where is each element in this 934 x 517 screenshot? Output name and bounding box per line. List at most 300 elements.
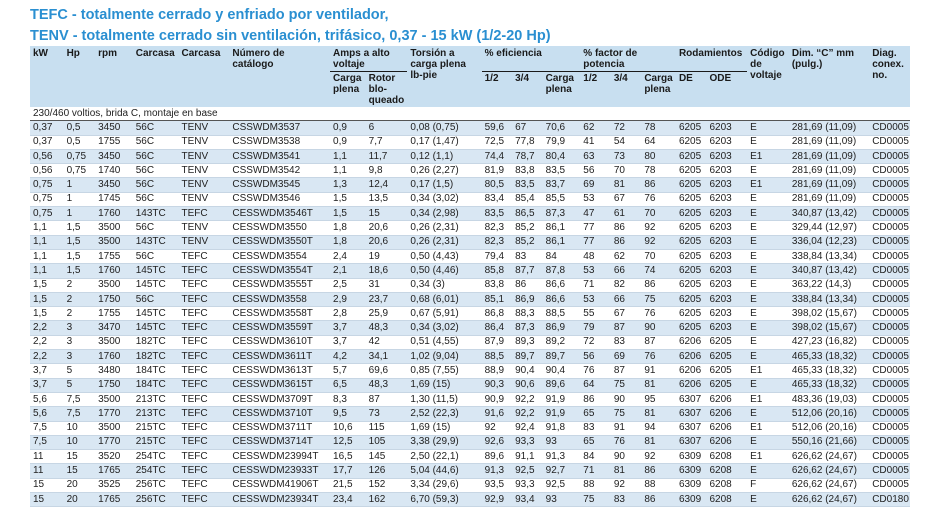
table-cell: 3,34 (29,6) bbox=[407, 478, 481, 492]
table-cell: 2,1 bbox=[330, 264, 366, 278]
table-cell: 256TC bbox=[133, 478, 179, 492]
table-cell: 6307 bbox=[676, 421, 707, 435]
table-cell: CSSWDM3545 bbox=[229, 178, 330, 192]
table-cell: 90,9 bbox=[482, 392, 513, 406]
table-cell: 87 bbox=[611, 321, 642, 335]
table-cell: 71 bbox=[580, 278, 611, 292]
table-cell: 8,3 bbox=[330, 392, 366, 406]
table-row bbox=[30, 207, 910, 221]
table-cell: 56C bbox=[133, 121, 179, 135]
table-cell: 6203 bbox=[706, 321, 747, 335]
table-cell: TEFC bbox=[178, 335, 229, 349]
table-row bbox=[30, 435, 910, 449]
table-cell: 281,69 (11,09) bbox=[789, 135, 869, 149]
table-cell: 6208 bbox=[706, 450, 747, 464]
table-cell: 152 bbox=[366, 478, 408, 492]
table-cell: 1,69 (15) bbox=[407, 421, 481, 435]
table-cell: 0,56 bbox=[30, 149, 64, 163]
table-cell: CD0005 bbox=[869, 335, 910, 349]
table-cell: CD0005 bbox=[869, 464, 910, 478]
table-cell: 1750 bbox=[95, 292, 133, 306]
table-cell: 281,69 (11,09) bbox=[789, 149, 869, 163]
table-cell: 92,4 bbox=[512, 421, 543, 435]
table-cell: E bbox=[747, 264, 789, 278]
table-cell: 94 bbox=[641, 421, 676, 435]
table-cell: 6203 bbox=[706, 307, 747, 321]
table-cell: 6206 bbox=[676, 335, 707, 349]
table-cell: 1,5 bbox=[30, 307, 64, 321]
table-cell: 66 bbox=[611, 264, 642, 278]
table-cell: CSSWDM3537 bbox=[229, 121, 330, 135]
table-cell: 0,9 bbox=[330, 135, 366, 149]
table-cell: 6205 bbox=[676, 307, 707, 321]
table-cell: E bbox=[747, 350, 789, 364]
table-cell: 53 bbox=[580, 192, 611, 206]
section-label: 230/460 voltios, brida C, montaje en base bbox=[30, 107, 910, 121]
table-row bbox=[30, 421, 910, 435]
table-cell: 11 bbox=[30, 464, 64, 478]
table-cell: CD0180 bbox=[869, 493, 910, 507]
table-cell: E1 bbox=[747, 178, 789, 192]
table-cell: 3 bbox=[64, 335, 96, 349]
table-cell: 91,6 bbox=[482, 407, 513, 421]
table-cell: E1 bbox=[747, 421, 789, 435]
table-cell: 2,9 bbox=[330, 292, 366, 306]
table-cell: 56 bbox=[580, 164, 611, 178]
table-cell: 4,2 bbox=[330, 350, 366, 364]
table-cell: E bbox=[747, 164, 789, 178]
table-cell: 3470 bbox=[95, 321, 133, 335]
table-cell: 6307 bbox=[676, 392, 707, 406]
table-row bbox=[30, 364, 910, 378]
table-cell: 1 bbox=[64, 192, 96, 206]
table-cell: 1760 bbox=[95, 207, 133, 221]
table-cell: CESSWDM3611T bbox=[229, 350, 330, 364]
table-cell: 0,5 bbox=[64, 135, 96, 149]
table-cell: 47 bbox=[580, 207, 611, 221]
table-cell: 81 bbox=[641, 435, 676, 449]
table-row bbox=[30, 249, 910, 263]
table-cell: 254TC bbox=[133, 450, 179, 464]
table-cell: 6206 bbox=[706, 392, 747, 406]
table-cell: 5 bbox=[64, 364, 96, 378]
table-cell: 63 bbox=[580, 149, 611, 163]
table-cell: 1,02 (9,04) bbox=[407, 350, 481, 364]
table-cell: 59,6 bbox=[482, 121, 513, 135]
table-cell: 91 bbox=[611, 421, 642, 435]
table-cell: 2 bbox=[64, 292, 96, 306]
table-cell: 1,8 bbox=[330, 235, 366, 249]
table-cell: 105 bbox=[366, 435, 408, 449]
table-cell: 82,3 bbox=[482, 235, 513, 249]
table-cell: 2 bbox=[64, 278, 96, 292]
table-row bbox=[30, 292, 910, 306]
table-cell: TENV bbox=[178, 192, 229, 206]
page-titles bbox=[30, 5, 551, 47]
header-bearings-group: Rodamientos bbox=[676, 46, 747, 72]
table-cell: 92 bbox=[611, 478, 642, 492]
table-cell: 23,4 bbox=[330, 493, 366, 507]
table-cell: 83,7 bbox=[543, 178, 581, 192]
table-cell: TEFC bbox=[178, 378, 229, 392]
table-cell: 83 bbox=[580, 421, 611, 435]
table-cell: 77 bbox=[580, 221, 611, 235]
table-cell: 85,5 bbox=[543, 192, 581, 206]
table-cell: 92,2 bbox=[512, 407, 543, 421]
table-cell: 6203 bbox=[706, 192, 747, 206]
table-cell: 3500 bbox=[95, 392, 133, 406]
table-cell: 95 bbox=[641, 392, 676, 406]
table-cell: 92,6 bbox=[482, 435, 513, 449]
table-cell: CD0005 bbox=[869, 235, 910, 249]
table-cell: 338,84 (13,34) bbox=[789, 292, 869, 306]
table-cell: 213TC bbox=[133, 407, 179, 421]
table-cell: 3,7 bbox=[30, 378, 64, 392]
table-cell: 56C bbox=[133, 164, 179, 178]
table-cell: 90 bbox=[641, 321, 676, 335]
table-cell: 6205 bbox=[706, 364, 747, 378]
header-dim-c: Dim. “C” mm (pulg.) bbox=[789, 46, 869, 107]
table-cell: 0,56 bbox=[30, 164, 64, 178]
table-cell: 86 bbox=[580, 392, 611, 406]
table-cell: CESSWDM3714T bbox=[229, 435, 330, 449]
table-cell: 3,7 bbox=[330, 335, 366, 349]
table-cell: 0,50 (4,43) bbox=[407, 249, 481, 263]
table-row bbox=[30, 335, 910, 349]
table-cell: 92,5 bbox=[543, 478, 581, 492]
table-cell: 48 bbox=[580, 249, 611, 263]
table-cell: 6206 bbox=[706, 421, 747, 435]
table-row bbox=[30, 350, 910, 364]
table-cell: 62 bbox=[580, 121, 611, 135]
table-cell: F bbox=[747, 478, 789, 492]
table-cell: 6205 bbox=[676, 164, 707, 178]
table-cell: 56C bbox=[133, 135, 179, 149]
table-cell: TEFC bbox=[178, 350, 229, 364]
table-cell: 0,26 (2,31) bbox=[407, 235, 481, 249]
table-cell: 19 bbox=[366, 249, 408, 263]
table-cell: 2,2 bbox=[30, 350, 64, 364]
header-pf-half: 1/2 bbox=[580, 72, 611, 108]
table-cell: 3 bbox=[64, 350, 96, 364]
header-voltage-code: Código de voltaje bbox=[747, 46, 789, 107]
table-cell: 215TC bbox=[133, 421, 179, 435]
table-cell: 6 bbox=[366, 121, 408, 135]
table-cell: 145TC bbox=[133, 264, 179, 278]
table-cell: 87 bbox=[366, 392, 408, 406]
table-cell: 6203 bbox=[706, 178, 747, 192]
table-cell: 20,6 bbox=[366, 235, 408, 249]
table-cell: 93 bbox=[543, 435, 581, 449]
table-row bbox=[30, 321, 910, 335]
table-cell: 89,7 bbox=[543, 350, 581, 364]
table-cell: 6203 bbox=[706, 164, 747, 178]
table-cell: TEFC bbox=[178, 264, 229, 278]
table-cell: 92 bbox=[641, 450, 676, 464]
table-cell: 93,4 bbox=[512, 493, 543, 507]
table-cell: CESSWDM3711T bbox=[229, 421, 330, 435]
title-line-1: TEFC - totalmente cerrado y enfriado por ventilador, bbox=[30, 7, 389, 23]
table-cell: 3450 bbox=[95, 149, 133, 163]
table-cell: 6205 bbox=[706, 350, 747, 364]
table-cell: 483,36 (19,03) bbox=[789, 392, 869, 406]
table-cell: 2,52 (22,3) bbox=[407, 407, 481, 421]
header-amps-group: Amps a alto voltaje bbox=[330, 46, 407, 72]
table-row bbox=[30, 264, 910, 278]
table-cell: 1,1 bbox=[330, 164, 366, 178]
table-cell: CD0005 bbox=[869, 249, 910, 263]
table-cell: 3520 bbox=[95, 450, 133, 464]
table-cell: TEFC bbox=[178, 207, 229, 221]
table-cell: CD0005 bbox=[869, 478, 910, 492]
table-cell: 82 bbox=[611, 278, 642, 292]
table-cell: 1,5 bbox=[64, 264, 96, 278]
table-cell: 6203 bbox=[706, 278, 747, 292]
header-efficiency-group: % eficiencia bbox=[482, 46, 581, 72]
table-cell: 6205 bbox=[676, 249, 707, 263]
table-cell: 0,85 (7,55) bbox=[407, 364, 481, 378]
table-cell: CESSWDM3550T bbox=[229, 235, 330, 249]
table-cell: 6205 bbox=[676, 207, 707, 221]
table-cell: 77,8 bbox=[512, 135, 543, 149]
table-cell: 6203 bbox=[706, 292, 747, 306]
table-cell: 0,08 (0,75) bbox=[407, 121, 481, 135]
table-cell: CESSWDM3546T bbox=[229, 207, 330, 221]
table-row bbox=[30, 450, 910, 464]
table-cell: 72,5 bbox=[482, 135, 513, 149]
table-cell: 6206 bbox=[676, 378, 707, 392]
table-cell: 92 bbox=[641, 221, 676, 235]
table-cell: TEFC bbox=[178, 407, 229, 421]
table-cell: 1755 bbox=[95, 307, 133, 321]
table-cell: 54 bbox=[611, 135, 642, 149]
table-cell: 86,1 bbox=[543, 235, 581, 249]
table-cell: 3,38 (29,9) bbox=[407, 435, 481, 449]
table-cell: CESSWDM23933T bbox=[229, 464, 330, 478]
table-cell: 6205 bbox=[676, 192, 707, 206]
table-cell: 88,3 bbox=[512, 307, 543, 321]
table-cell: 3480 bbox=[95, 364, 133, 378]
table-cell: 2,50 (22,1) bbox=[407, 450, 481, 464]
table-cell: 1770 bbox=[95, 407, 133, 421]
table-row bbox=[30, 221, 910, 235]
table-cell: 83,5 bbox=[482, 207, 513, 221]
table-cell: 15 bbox=[64, 450, 96, 464]
table-cell: 1,5 bbox=[330, 192, 366, 206]
table-cell: 162 bbox=[366, 493, 408, 507]
table-cell: 0,17 (1,5) bbox=[407, 178, 481, 192]
table-cell: 6205 bbox=[676, 264, 707, 278]
table-cell: 76 bbox=[580, 364, 611, 378]
table-cell: CESSWDM3550 bbox=[229, 221, 330, 235]
table-cell: 281,69 (11,09) bbox=[789, 192, 869, 206]
table-cell: 6307 bbox=[676, 407, 707, 421]
table-cell: 67 bbox=[611, 307, 642, 321]
table-cell: 0,37 bbox=[30, 121, 64, 135]
table-cell: 88,5 bbox=[482, 350, 513, 364]
table-cell: 86,5 bbox=[512, 207, 543, 221]
table-cell: E bbox=[747, 135, 789, 149]
table-cell: 626,62 (24,67) bbox=[789, 464, 869, 478]
table-cell: 1765 bbox=[95, 493, 133, 507]
table-cell: E1 bbox=[747, 149, 789, 163]
table-cell: CD0005 bbox=[869, 350, 910, 364]
table-cell: 81,9 bbox=[482, 164, 513, 178]
table-cell: 90 bbox=[611, 450, 642, 464]
table-cell: 626,62 (24,67) bbox=[789, 478, 869, 492]
table-cell: 6203 bbox=[706, 121, 747, 135]
table-cell: 1,5 bbox=[330, 207, 366, 221]
table-cell: 465,33 (18,32) bbox=[789, 364, 869, 378]
table-cell: 93,3 bbox=[512, 478, 543, 492]
table-cell: 1,5 bbox=[30, 278, 64, 292]
table-cell: 56C bbox=[133, 149, 179, 163]
table-cell: CESSWDM3554 bbox=[229, 249, 330, 263]
header-hp: Hp bbox=[64, 46, 96, 107]
table-cell: 6203 bbox=[706, 264, 747, 278]
table-cell: 7,5 bbox=[64, 407, 96, 421]
table-cell: 213TC bbox=[133, 392, 179, 406]
table-cell: 6208 bbox=[706, 478, 747, 492]
table-cell: 2 bbox=[64, 307, 96, 321]
header-rpm: rpm bbox=[95, 46, 133, 107]
table-cell: 42 bbox=[366, 335, 408, 349]
table-cell: 93,5 bbox=[482, 478, 513, 492]
table-cell: 76 bbox=[641, 350, 676, 364]
header-eff-full-load: Carga plena bbox=[543, 72, 581, 108]
table-cell: 626,62 (24,67) bbox=[789, 493, 869, 507]
table-row bbox=[30, 235, 910, 249]
table-cell: E1 bbox=[747, 364, 789, 378]
table-cell: 86 bbox=[641, 493, 676, 507]
table-cell: TENV bbox=[178, 149, 229, 163]
table-cell: 550,16 (21,66) bbox=[789, 435, 869, 449]
table-cell: 91,3 bbox=[543, 450, 581, 464]
table-cell: TENV bbox=[178, 178, 229, 192]
table-cell: 1,1 bbox=[330, 149, 366, 163]
table-cell: 62 bbox=[611, 249, 642, 263]
table-cell: 145TC bbox=[133, 307, 179, 321]
table-cell: 89,7 bbox=[512, 350, 543, 364]
table-cell: 338,84 (13,34) bbox=[789, 249, 869, 263]
table-cell: 1,1 bbox=[30, 235, 64, 249]
table-cell: TEFC bbox=[178, 478, 229, 492]
table-cell: 25,9 bbox=[366, 307, 408, 321]
table-cell: 1,5 bbox=[64, 235, 96, 249]
table-cell: E bbox=[747, 464, 789, 478]
table-cell: 20 bbox=[64, 478, 96, 492]
table-cell: 87 bbox=[611, 364, 642, 378]
table-cell: 80,5 bbox=[482, 178, 513, 192]
table-cell: 6205 bbox=[676, 235, 707, 249]
table-cell: E bbox=[747, 292, 789, 306]
table-cell: 0,75 bbox=[30, 192, 64, 206]
table-cell: 91,8 bbox=[543, 421, 581, 435]
table-cell: 70 bbox=[641, 207, 676, 221]
table-cell: 145 bbox=[366, 450, 408, 464]
table-cell: CD0005 bbox=[869, 221, 910, 235]
table-cell: CD0005 bbox=[869, 450, 910, 464]
table-cell: 3500 bbox=[95, 278, 133, 292]
table-cell: 75 bbox=[641, 292, 676, 306]
table-cell: 15 bbox=[64, 464, 96, 478]
table-cell: 3525 bbox=[95, 478, 133, 492]
table-cell: CD0005 bbox=[869, 321, 910, 335]
table-cell: 84 bbox=[543, 249, 581, 263]
table-cell: 88,9 bbox=[482, 364, 513, 378]
table-cell: 1755 bbox=[95, 249, 133, 263]
table-cell: 90,6 bbox=[512, 378, 543, 392]
table-cell: 1760 bbox=[95, 350, 133, 364]
table-cell: 69 bbox=[611, 350, 642, 364]
table-cell: 75 bbox=[611, 407, 642, 421]
table-cell: 2,8 bbox=[330, 307, 366, 321]
table-cell: 10 bbox=[64, 421, 96, 435]
table-cell: 89,2 bbox=[543, 335, 581, 349]
table-cell: 465,33 (18,32) bbox=[789, 378, 869, 392]
table-cell: 76 bbox=[641, 307, 676, 321]
table-cell: 427,23 (16,82) bbox=[789, 335, 869, 349]
table-cell: 48,3 bbox=[366, 378, 408, 392]
table-cell: 0,51 (4,55) bbox=[407, 335, 481, 349]
table-cell: 20,6 bbox=[366, 221, 408, 235]
table-cell: 83 bbox=[512, 249, 543, 263]
table-cell: 2,4 bbox=[330, 249, 366, 263]
table-cell: 75 bbox=[580, 493, 611, 507]
table-row bbox=[30, 192, 910, 206]
table-cell: 90,4 bbox=[543, 364, 581, 378]
table-cell: CESSWDM3610T bbox=[229, 335, 330, 349]
header-pf-full-load: Carga plena bbox=[641, 72, 676, 108]
table-cell: 18,6 bbox=[366, 264, 408, 278]
table-cell: 398,02 (15,67) bbox=[789, 307, 869, 321]
table-cell: 0,37 bbox=[30, 135, 64, 149]
table-cell: 512,06 (20,16) bbox=[789, 421, 869, 435]
header-bearing-de: DE bbox=[676, 72, 707, 108]
table-cell: 145TC bbox=[133, 278, 179, 292]
table-cell: 88 bbox=[580, 478, 611, 492]
table-cell: 6205 bbox=[676, 321, 707, 335]
table-cell: 1745 bbox=[95, 192, 133, 206]
table-cell: 0,34 (2,98) bbox=[407, 207, 481, 221]
table-cell: 0,68 (6,01) bbox=[407, 292, 481, 306]
table-cell: E bbox=[747, 192, 789, 206]
table-cell: 6309 bbox=[676, 493, 707, 507]
table-cell: 6206 bbox=[706, 407, 747, 421]
table-cell: 76 bbox=[611, 435, 642, 449]
table-cell: 56C bbox=[133, 192, 179, 206]
table-cell: 7,5 bbox=[64, 392, 96, 406]
table-cell: 340,87 (13,42) bbox=[789, 207, 869, 221]
table-cell: 67 bbox=[512, 121, 543, 135]
table-cell: TENV bbox=[178, 164, 229, 178]
table-cell: 340,87 (13,42) bbox=[789, 264, 869, 278]
table-cell: 2,2 bbox=[30, 321, 64, 335]
table-cell: 0,75 bbox=[30, 207, 64, 221]
table-cell: CD0005 bbox=[869, 135, 910, 149]
table-cell: 7,5 bbox=[30, 421, 64, 435]
table-cell: E bbox=[747, 407, 789, 421]
table-row bbox=[30, 478, 910, 492]
table-cell: 66 bbox=[611, 292, 642, 306]
header-carcasa-1: Carcasa bbox=[133, 46, 179, 107]
table-cell: CESSWDM3613T bbox=[229, 364, 330, 378]
table-cell: 92,9 bbox=[482, 493, 513, 507]
table-cell: 56 bbox=[580, 350, 611, 364]
table-cell: CD0005 bbox=[869, 421, 910, 435]
table-cell: 1,5 bbox=[30, 292, 64, 306]
table-cell: TEFC bbox=[178, 364, 229, 378]
